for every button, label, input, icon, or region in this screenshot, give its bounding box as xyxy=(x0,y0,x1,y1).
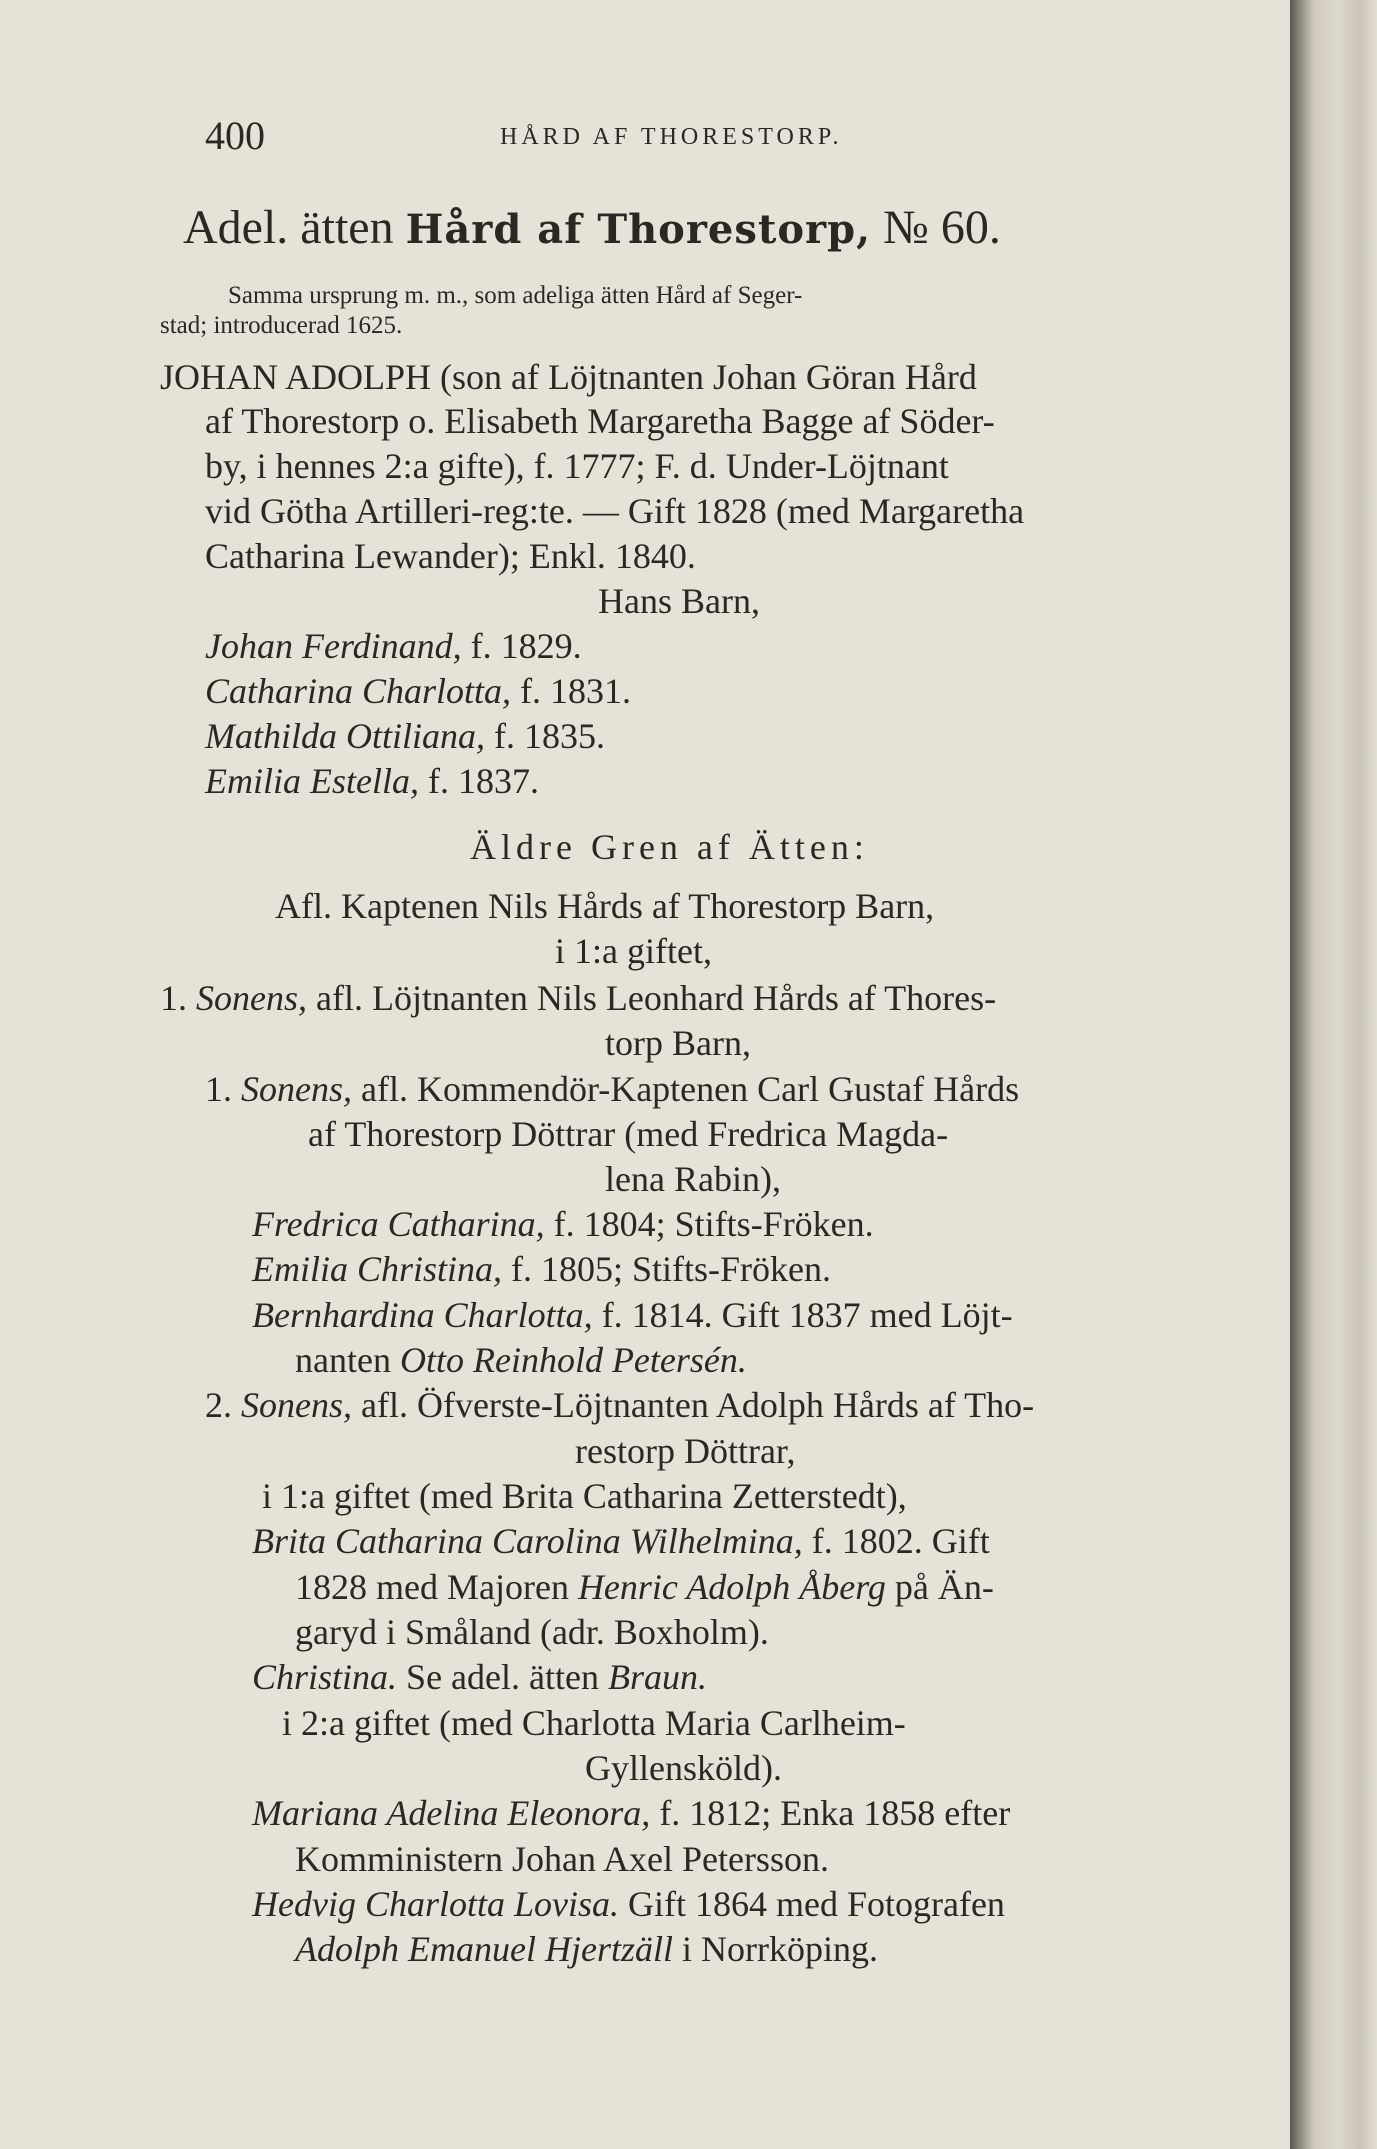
running-title: HÅRD AF THORESTORP. xyxy=(500,124,843,150)
son-1-1-line-3: lena Rabin), xyxy=(605,1159,781,1199)
italic-name-text: Christina. xyxy=(252,1657,398,1697)
text-fragment: f. 1804; Stifts-Fröken. xyxy=(553,1204,874,1244)
daughter-a-1 xyxy=(252,1203,874,1245)
daughter-b-4 xyxy=(252,1883,1005,1925)
daughter-b-1-line-2 xyxy=(295,1566,994,1608)
italic-name-text: Brita Catharina Carolina Wilhelmina, xyxy=(252,1521,803,1561)
son-2-marriage-1: i 1:a giftet (med Brita Catharina Zetterstedt), xyxy=(262,1476,907,1516)
text-fragment: 1. xyxy=(160,978,187,1018)
johan-line-2: af Thorestorp o. Elisabeth Margaretha Bagge af Söder- xyxy=(205,401,995,441)
title-family: Hård af Thorestorp, xyxy=(405,206,872,253)
son-1-1-line-1 xyxy=(205,1068,1019,1110)
son-1-line-1 xyxy=(160,977,996,1019)
daughter-b-2 xyxy=(252,1656,707,1698)
daughter-b-1-line-3: garyd i Småland (adr. Boxholm). xyxy=(295,1612,769,1652)
text-fragment: på Än- xyxy=(894,1567,994,1607)
italic-name-text: Emilia Estella, xyxy=(205,761,419,801)
italic-name-text: Otto Reinhold Petersén. xyxy=(399,1340,747,1380)
aldre-line-1: Afl. Kaptenen Nils Hårds af Thorestorp Barn, xyxy=(275,886,935,926)
book-gutter xyxy=(1290,0,1377,2149)
son-2-marriage-2: i 2:a giftet (med Charlotta Maria Carlheim- xyxy=(282,1703,906,1743)
text-fragment: i Norrköping. xyxy=(681,1929,878,1969)
johan-line-1: JOHAN ADOLPH (son af Löjtnanten Johan Göran Hård xyxy=(160,357,977,397)
text-fragment: 1828 med Majoren xyxy=(295,1567,569,1607)
daughter-b-4-line-2 xyxy=(295,1928,878,1970)
italic-name-text: Sonens, xyxy=(241,1385,352,1425)
italic-name-text: Henric Adolph Åberg xyxy=(577,1567,886,1607)
daughter-b-3-line-2: Komministern Johan Axel Petersson. xyxy=(295,1839,829,1879)
child-2 xyxy=(205,670,631,712)
italic-name-text: Catharina Charlotta, xyxy=(205,671,512,711)
johan-line-3: by, i hennes 2:a gifte), f. 1777; F. d. Under-Löjtnant xyxy=(205,446,949,486)
text-fragment: afl. Löjtnanten Nils Leonhard Hårds af Thores- xyxy=(316,978,997,1018)
text-fragment: nanten xyxy=(295,1340,391,1380)
section-title xyxy=(183,200,1001,255)
child-4 xyxy=(205,760,539,802)
italic-name-text: Fredrica Catharina, xyxy=(252,1204,545,1244)
text-fragment: f. 1829. xyxy=(470,626,582,666)
aldre-line-2: i 1:a giftet, xyxy=(555,931,712,971)
text-fragment: f. 1814. Gift 1837 med Löjt- xyxy=(601,1295,1013,1335)
page-number: 400 xyxy=(205,113,265,158)
child-1 xyxy=(205,625,582,667)
italic-name-text: Adolph Emanuel Hjertzäll xyxy=(295,1929,673,1969)
text-fragment: f. 1805; Stifts-Fröken. xyxy=(511,1249,832,1289)
text-fragment: afl. Öfverste-Löjtnanten Adolph Hårds af Tho- xyxy=(361,1385,1035,1425)
intro-line-1: Samma ursprung m. m., som adeliga ätten Hård af Seger- xyxy=(228,282,803,309)
title-prefix: Adel. ätten xyxy=(183,201,394,254)
text-fragment: Se adel. ätten xyxy=(406,1657,599,1697)
aldre-gren-heading: Äldre Gren af Ätten: xyxy=(470,827,869,867)
daughter-b-1 xyxy=(252,1520,990,1562)
son-2-marriage-2-line-2: Gyllensköld). xyxy=(585,1748,782,1788)
italic-name-text: Mathilda Ottiliana, xyxy=(205,716,486,756)
daughter-a-2 xyxy=(252,1248,831,1290)
daughter-a-3-line-2 xyxy=(295,1339,747,1381)
text-fragment: 2. xyxy=(205,1385,232,1425)
title-number: № 60. xyxy=(883,201,1001,254)
johan-line-5: Catharina Lewander); Enkl. 1840. xyxy=(205,536,696,576)
son-1-1-line-2: af Thorestorp Döttrar (med Fredrica Magda- xyxy=(308,1114,949,1154)
text-fragment: f. 1812; Enka 1858 efter xyxy=(659,1793,1011,1833)
text-fragment: f. 1802. Gift xyxy=(811,1521,990,1561)
italic-name-text: Hedvig Charlotta Lovisa. xyxy=(252,1884,619,1924)
italic-name-text: Sonens, xyxy=(241,1069,352,1109)
son-2-line-1 xyxy=(205,1384,1034,1426)
text-fragment: afl. Kommendör-Kaptenen Carl Gustaf Hårds xyxy=(361,1069,1020,1109)
italic-name-text: Braun. xyxy=(607,1657,707,1697)
daughter-a-3 xyxy=(252,1294,1013,1336)
son-1-line-2: torp Barn, xyxy=(605,1023,751,1063)
intro-line-2: stad; introducerad 1625. xyxy=(160,312,403,339)
italic-name-text: Johan Ferdinand, xyxy=(205,626,462,666)
text-fragment: Gift 1864 med Fotografen xyxy=(628,1884,1005,1924)
italic-name-text: Bernhardina Charlotta, xyxy=(252,1295,593,1335)
text-fragment: f. 1837. xyxy=(427,761,539,801)
johan-line-4: vid Götha Artilleri-reg:te. — Gift 1828 (med Margaretha xyxy=(205,491,1025,531)
italic-name-text: Emilia Christina, xyxy=(252,1249,503,1289)
text-fragment: f. 1831. xyxy=(520,671,632,711)
hans-barn-heading: Hans Barn, xyxy=(598,581,760,621)
italic-name-text: Mariana Adelina Eleonora, xyxy=(252,1793,651,1833)
italic-name-text: Sonens, xyxy=(196,978,307,1018)
daughter-b-3 xyxy=(252,1792,1010,1834)
text-fragment: f. 1835. xyxy=(494,716,606,756)
text-fragment: 1. xyxy=(205,1069,232,1109)
son-2-line-2: restorp Döttrar, xyxy=(575,1431,796,1471)
child-3 xyxy=(205,715,605,757)
